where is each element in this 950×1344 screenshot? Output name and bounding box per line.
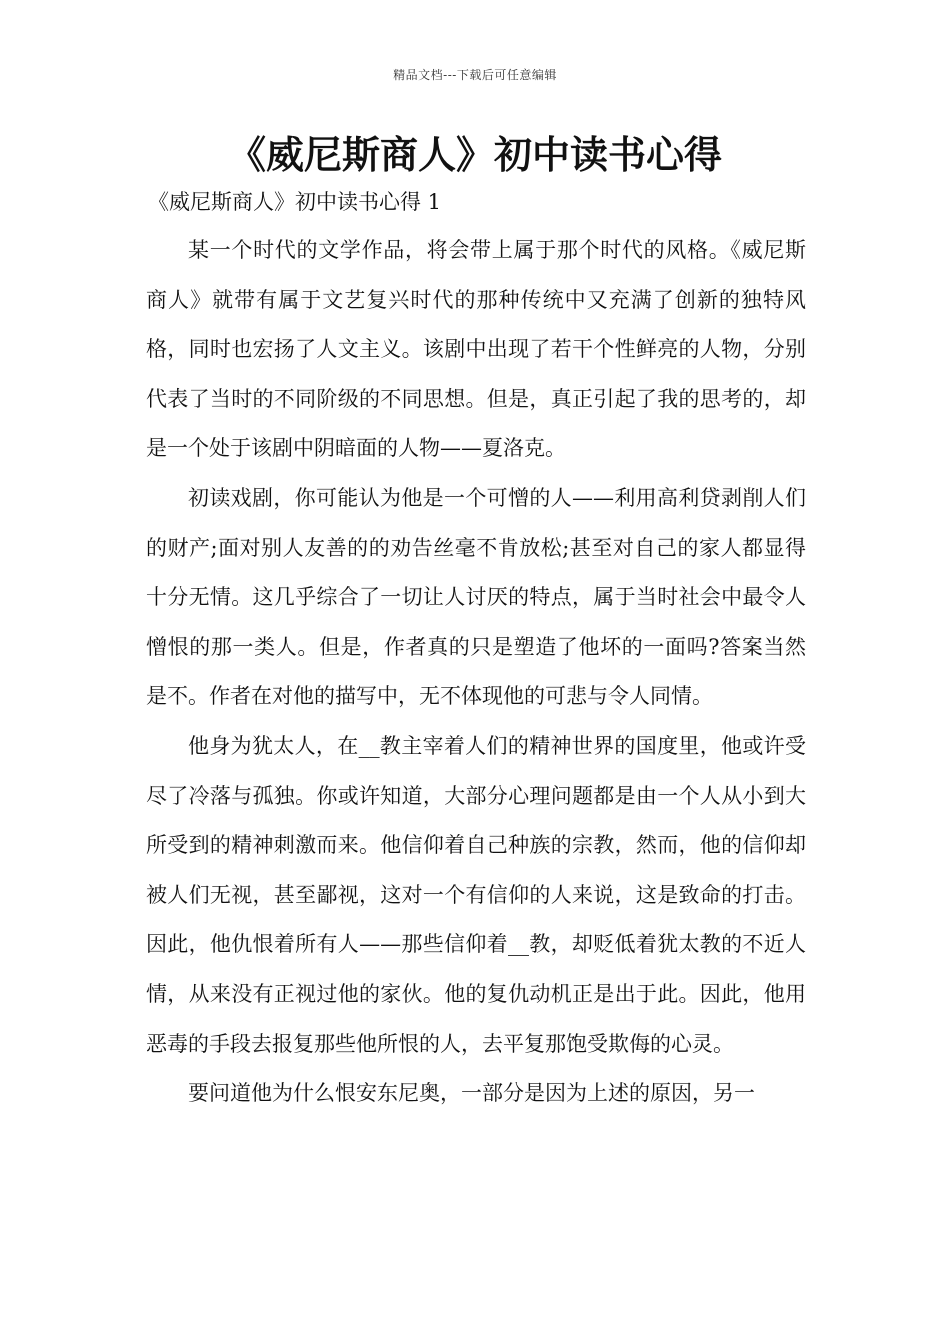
document-body (146, 226, 806, 1119)
document-title: 《威尼斯商人》初中读书心得 (227, 133, 722, 177)
paragraph-4: 要问道他为什么恨安东尼奥，一部分是因为上述的原因，另一 (188, 1081, 755, 1106)
header-note: 精品文档---下载后可任意编辑 (393, 68, 557, 82)
section-subtitle: 《威尼斯商人》初中读书心得 1 (148, 190, 442, 214)
paragraph-1: 某一个时代的文学作品，将会带上属于那个时代的风格。《威尼斯商人》就带有属于文艺复兴时代的那种传统中又充满了创新的独特风格，同时也宏扬了人文主义。该剧中出现了若干个性鲜亮的人物，分别代表了当时的不同阶级的不同思想。但是，真正引起了我的思考的，却是一个处于该剧中阴暗面的人物——夏洛克。 (146, 238, 806, 461)
paragraph-3: 他身为犹太人，在__教主宰着人们的精神世界的国度里，他或许受尽了冷落与孤独。你或许知道，大部分心理问题都是由一个人从小到大所受到的精神刺激而来。他信仰着自己种族的宗教，然而，他的信仰却被人们无视，甚至鄙视，这对一个有信仰的人来说，这是致命的打击。因此，他仇恨着所有人——那些信仰着__教，却贬低着犹太教的不近人情，从来没有正视过他的家伙。他的复仇动机正是出于此。因此，他用恶毒的手段去报复那些他所恨的人，去平复那饱受欺侮的心灵。 (146, 733, 806, 1056)
paragraph-2: 初读戏剧，你可能认为他是一个可憎的人——利用高利贷剥削人们的财产;面对别人友善的的劝告丝毫不肯放松;甚至对自己的家人都显得十分无情。这几乎综合了一切让人讨厌的特点，属于当时社会中最令人憎恨的那一类人。但是，作者真的只是塑造了他坏的一面吗?答案当然是不。作者在对他的描写中，无不体现他的可悲与令人同情。 (146, 485, 806, 709)
